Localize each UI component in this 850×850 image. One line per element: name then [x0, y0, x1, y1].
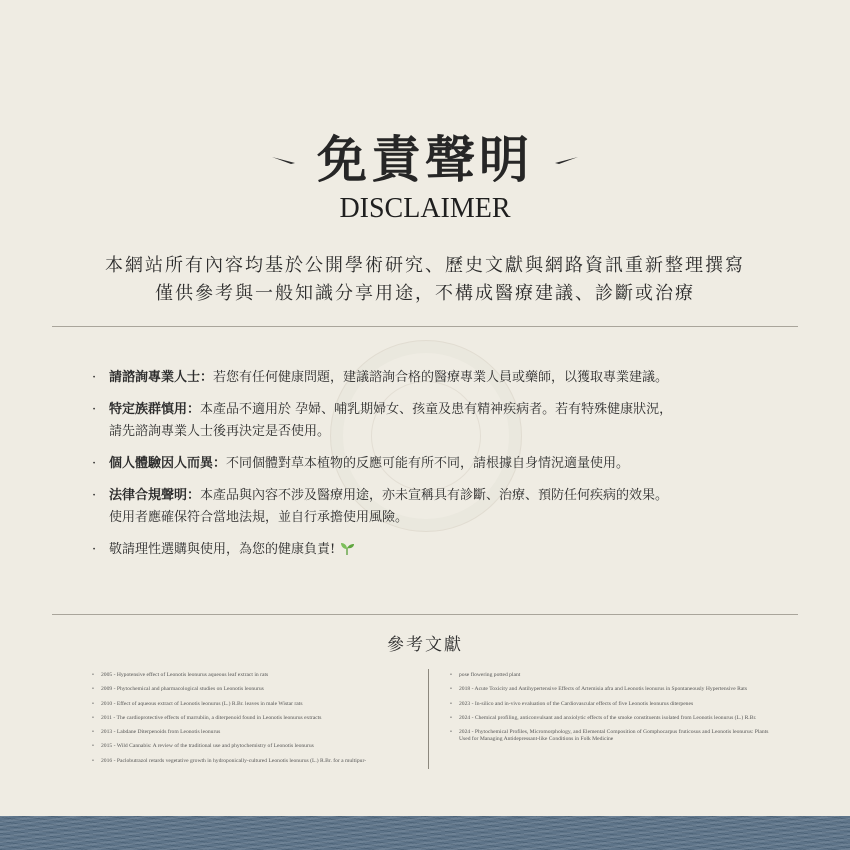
bullet: • — [92, 700, 94, 707]
bullet: • — [92, 714, 94, 721]
leaf-dash-icon — [271, 155, 297, 165]
bullet: • — [450, 729, 452, 736]
reference-item: • 2013 - Labdane Diterpenoids from Leonotis leonurus — [92, 729, 221, 736]
item-text: 敬請理性選購與使用，為您的健康負責! — [109, 542, 336, 557]
intro-line: 本網站所有內容均基於公開學術研究、歷史文獻與網路資訊重新整理撰寫 — [105, 255, 745, 276]
list-item — [92, 539, 782, 561]
list-item — [92, 367, 782, 389]
bullet: · — [92, 402, 97, 417]
references-title: 參考文獻 — [387, 635, 463, 655]
list-item — [92, 485, 782, 529]
disclaimer-list — [92, 367, 782, 571]
reference-item: • 2005 - Hypotensive effect of Leonotis leonurus aqueous leaf extract in rats — [92, 672, 269, 678]
references-left-column — [92, 672, 422, 772]
bullet: · — [92, 488, 97, 503]
bullet: • — [450, 672, 452, 678]
bullet: • — [92, 743, 94, 750]
title-row — [0, 128, 850, 192]
reference-item: • 2024 - Chemical profiling, anticonvulsant and anxiolytic effects of the smoke constituents isolated from Leonotis leonurus (L.) R.Br. — [450, 714, 757, 721]
reference-item: • 2010 - Effect of aqueous extract of Leonotis leonurus (L.) R.Br. leaves in male Wistar rats — [92, 700, 303, 707]
item-label: 請諮詢專業人士： — [109, 370, 214, 385]
reference-item: • 2023 - In-silico and in-vivo evaluation of the Cardiovascular effects of five Leonotis leonurus diterpenes — [450, 700, 694, 707]
sprout-icon — [339, 541, 355, 555]
item-text-continued: 使用者應確保符合當地法規，並自行承擔使用風險。 — [109, 510, 409, 525]
page-title: 免責聲明 — [317, 130, 533, 189]
bullet: · — [92, 542, 97, 557]
bullet: • — [450, 686, 452, 693]
intro-text — [0, 252, 850, 308]
divider — [52, 326, 798, 327]
reference-item: • 2016 - Paclobutrazol retards vegetative growth in hydroponically-cultured Leonotis leonurus (L.) R.Br. for a multipur- — [92, 757, 367, 764]
page-subtitle: DISCLAIMER — [339, 193, 511, 224]
intro-line: 僅供參考與一般知識分享用途，不構成醫療建議、診斷或治療 — [155, 283, 695, 304]
item-text: 若您有任何健康問題，建議諮詢合格的醫療專業人員或藥師，以獲取專業建議。 — [213, 370, 669, 385]
list-item — [92, 453, 782, 475]
reference-item: • 2011 - The cardioprotective effects of marrubiin, a diterpenoid found in Leonotis leonurus extracts — [92, 714, 322, 721]
bullet: • — [450, 714, 452, 721]
item-text: 本產品不適用於 孕婦、哺乳期婦女、孩童及患有精神疾病者。若有特殊健康狀況， — [200, 402, 673, 417]
bullet: • — [92, 757, 94, 764]
item-label: 特定族群慎用： — [109, 402, 201, 417]
item-label: 個人體驗因人而異： — [109, 456, 227, 471]
bullet: • — [92, 686, 94, 693]
column-divider — [428, 669, 429, 769]
item-text: 本產品與內容不涉及醫療用途，亦未宣稱具有診斷、治療、預防任何疾病的效果。 — [200, 488, 669, 503]
reference-item: • pose flowering potted plant — [450, 672, 521, 678]
divider — [52, 614, 798, 615]
bullet: • — [92, 672, 94, 678]
item-text-continued: 請先諮詢專業人士後再決定是否使用。 — [109, 424, 331, 439]
decorative-fabric-band — [0, 816, 850, 850]
reference-item: • 2018 - Acute Toxicity and Antihypertensive Effects of Artemisia afra and Leonotis leonurus in Spontaneously Hypertensive Rats — [450, 686, 748, 693]
list-item — [92, 399, 782, 443]
reference-item: • 2024 - Phytochemical Profiles, Micromorphology, and Elemental Composition of Gomphocarpus fruticosus and Leonotis leonurus: Plants Used for Managing Antidepressant-like Conditions in Folk Medicine — [450, 729, 769, 743]
reference-item: • 2009 - Phytochemical and pharmacological studies on Leonotis leonurus — [92, 686, 264, 693]
leaf-dash-icon — [553, 155, 579, 165]
references-right-column — [450, 672, 780, 750]
bullet: · — [92, 456, 97, 471]
item-text: 不同個體對草本植物的反應可能有所不同，請根據自身情況適量使用。 — [226, 456, 630, 471]
item-label: 法律合規聲明： — [109, 488, 201, 503]
bullet: · — [92, 370, 97, 385]
bullet: • — [450, 700, 452, 707]
bullet: • — [92, 729, 94, 736]
reference-item: • 2015 - Wild Cannabis: A review of the traditional use and phytochemistry of Leonotis leonurus — [92, 743, 314, 750]
